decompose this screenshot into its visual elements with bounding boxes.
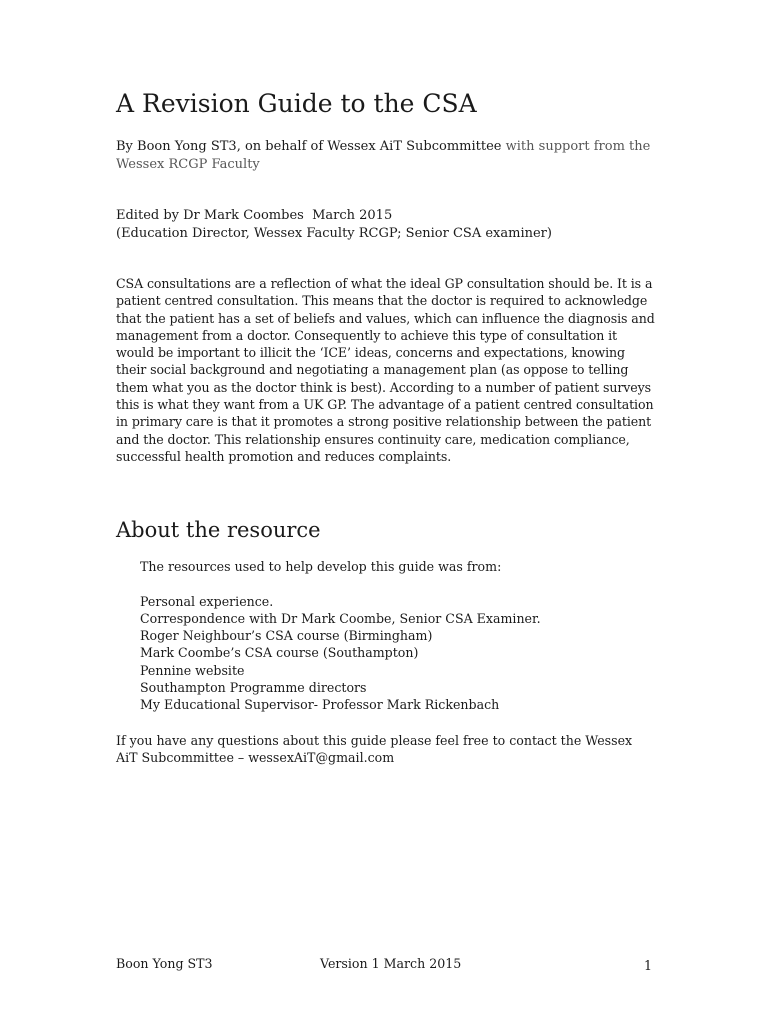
footer-version: Version 1 March 2015 (320, 956, 462, 971)
list-item: Roger Neighbour’s CSA course (Birmingham) (140, 628, 433, 644)
section-heading-about: About the resource (116, 518, 321, 543)
list-item: Pennine website (140, 662, 245, 678)
byline (116, 138, 656, 174)
editor-role: (Education Director, Wessex Faculty RCGP; Senior CSA examiner) (116, 226, 552, 241)
list-item: Mark Coombe’s CSA course (Southampton) (140, 645, 419, 661)
intro-paragraph: CSA consultations are a reflection of what the ideal GP consultation should be. It is a patient centred consultation. This means that the doctor is required to acknowledge that the patient has a set of beliefs and values, which can influence the diagnosis and management from a doctor. Consequently to achieve this type of consultation it would be important to illicit the ‘ICE’ ideas, concerns and expectations, knowing their social background and negotiating a management plan (as oppose to telling them what you as the doctor think is best). According to a number of patient surveys this is what they want from a UK GP. The advantage of a patient centred consultation in primary care is that it promotes a strong positive relationship between the patient and the doctor. This relationship ensures continuity care, medication compliance, successful health promotion and reduces complaints. (116, 276, 655, 464)
list-item: Southampton Programme directors (140, 680, 367, 696)
byline-support: with support from the Wessex RCGP Faculty (116, 139, 651, 172)
footer-author: Boon Yong ST3 (116, 956, 213, 971)
contact-paragraph: If you have any questions about this guide please feel free to contact the Wessex AiT Subcommittee – wessexAiT@gmail.com (116, 732, 633, 765)
resources-lead: The resources used to help develop this guide was from: (140, 559, 502, 575)
resources-block (140, 558, 656, 713)
page-content (116, 86, 656, 766)
list-item: My Educational Supervisor- Professor Mark Rickenbach (140, 697, 500, 713)
page-number: 1 (643, 958, 652, 973)
editor-note (116, 207, 656, 243)
editor-line: Edited by Dr Mark Coombes March 2015 (116, 208, 393, 223)
document-title: A Revision Guide to the CSA (116, 89, 477, 118)
list-item: Correspondence with Dr Mark Coombe, Senior CSA Examiner. (140, 610, 541, 626)
resources-list (140, 593, 656, 714)
byline-author: By Boon Yong ST3, on behalf of Wessex AiT Subcommittee (116, 139, 502, 154)
list-item: Personal experience. (140, 593, 274, 609)
